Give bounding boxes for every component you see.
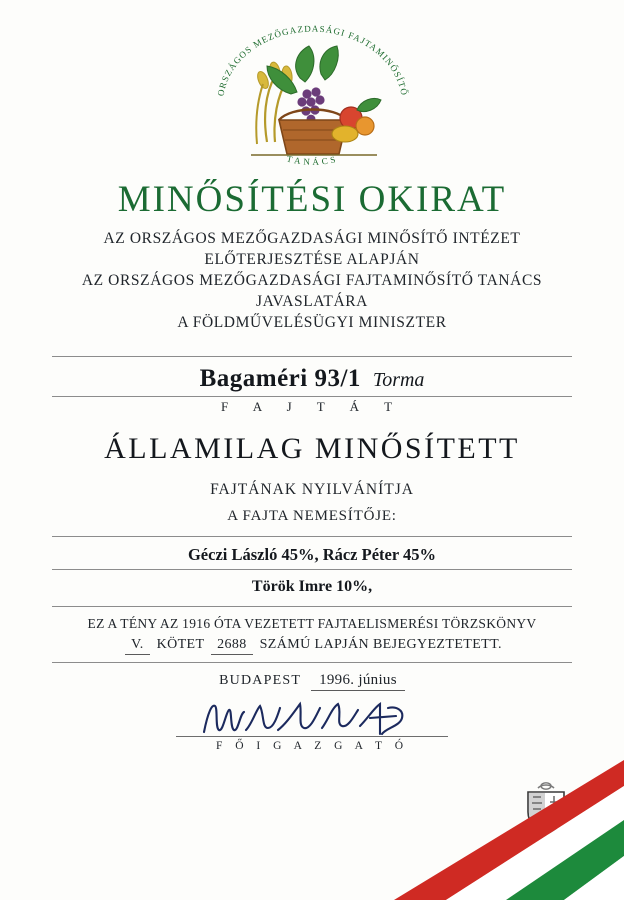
signature-area	[0, 694, 624, 742]
divider-above-date	[52, 662, 572, 663]
registry-detail	[0, 637, 624, 655]
registry-volume-value: V.	[125, 637, 150, 655]
divider-above-variety	[52, 356, 572, 357]
variety-line	[0, 365, 624, 393]
preamble-line-5: A FÖLDMŰVELÉSÜGYI MINISZTER	[177, 314, 447, 331]
place-and-date	[0, 672, 624, 691]
place-label: BUDAPEST	[219, 673, 302, 688]
registry-number-value: 2688	[211, 637, 253, 655]
svg-text:ORSZÁGOS MEZŐGAZDASÁGI FAJTAMI: ORSZÁGOS MEZŐGAZDASÁGI FAJTAMINŐSÍTŐ	[215, 23, 409, 97]
page-title: MINŐSÍTÉSI OKIRAT	[117, 179, 507, 220]
registry-volume-label: KÖTET	[156, 637, 205, 652]
signature-title: F Ő I G A Z G A T Ó	[215, 740, 409, 752]
variety-name: Bagaméri 93/1	[199, 365, 361, 392]
preamble-line-4: JAVASLATÁRA	[256, 293, 368, 310]
registry-statement: EZ A TÉNY AZ 1916 ÓTA VEZETETT FAJTAELISMERÉSI TÖRZSKÖNYV	[87, 616, 537, 631]
fajtat-label: F A J T Á T	[220, 399, 404, 414]
breeder-label: A FAJTA NEMESÍTŐJE:	[227, 508, 397, 524]
coat-of-arms-icon	[524, 782, 568, 836]
breeder-line-1: Géczi László 45%, Rácz Péter 45%	[187, 545, 437, 564]
signature-underline	[176, 736, 448, 737]
divider-between-breeders	[52, 569, 572, 570]
preamble-line-3: AZ ORSZÁGOS MEZŐGAZDASÁGI FAJTAMINŐSÍTŐ TANÁCS	[81, 272, 543, 289]
declares-text: FAJTÁNAK NYILVÁNÍTJA	[210, 481, 414, 498]
registry-number-label: SZÁMÚ LAPJÁN BEJEGYEZTETETT.	[259, 637, 502, 652]
handwritten-signature-icon	[182, 694, 442, 742]
divider-below-breeders	[52, 606, 572, 607]
hungarian-tricolour-ribbon	[394, 760, 624, 900]
variety-kind: Torma	[372, 369, 425, 391]
emblem-area	[0, 22, 624, 172]
preamble-line-2: ELŐTERJESZTÉSE ALAPJÁN	[204, 251, 420, 268]
state-qualified-text: ÁLLAMILAG MINŐSÍTETT	[104, 432, 520, 465]
preamble-line-1: AZ ORSZÁGOS MEZŐGAZDASÁGI MINŐSÍTŐ INTÉZET	[103, 230, 521, 247]
date-value: 1996. június	[311, 672, 405, 691]
svg-text:TANÁCS: TANÁCS	[285, 153, 339, 167]
agricultural-seal-icon	[205, 22, 420, 167]
divider-below-variety	[52, 396, 572, 397]
preamble-block	[0, 228, 624, 333]
breeder-line-2: Török Imre 10%,	[251, 578, 373, 595]
divider-above-breeders	[52, 536, 572, 537]
